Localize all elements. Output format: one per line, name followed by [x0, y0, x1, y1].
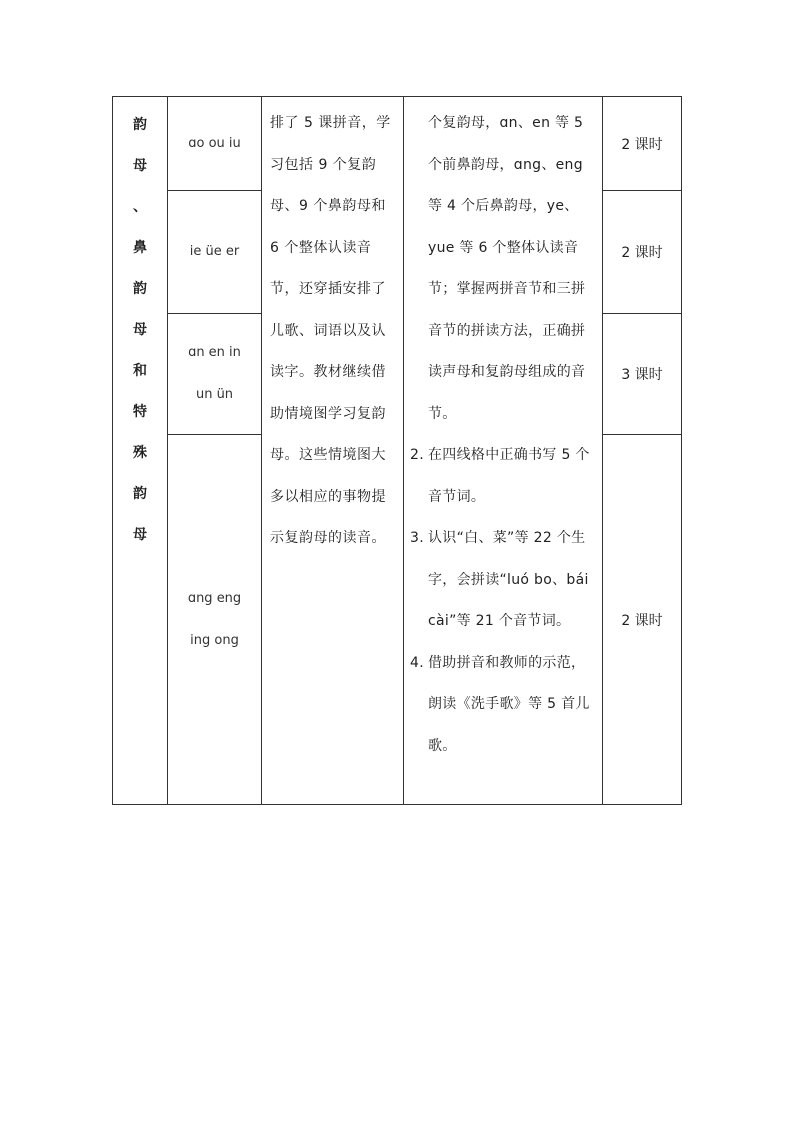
unit-title-char: 特: [133, 404, 147, 420]
goal-number: 2.: [410, 447, 424, 463]
goal-text: 个复韵母，ɑn、en 等 5 个前鼻韵母，ɑng、eng 等 4 个后鼻韵母，ye、yue 等 6 个整体认读音节；掌握两拼音节和三拼音节的拼读方法，正确拼读声母和复韵母组成的音节。: [428, 115, 586, 422]
goal-text: 认识“白、菜”等 22 个生字，会拼读“luó bo、bái cài”等 21 个音节词。: [428, 530, 589, 629]
goal-item: [410, 435, 596, 518]
unit-title-char: 韵: [133, 281, 147, 297]
goal-number: 3.: [410, 530, 424, 546]
class-hours-cell: [603, 97, 682, 191]
vowel-group-line: ɑng eng: [187, 590, 242, 606]
unit-title-char: 韵: [133, 486, 147, 502]
vowel-group-line: ie üe er: [189, 244, 240, 259]
lesson-plan-table: [112, 96, 682, 805]
unit-title-char: 母: [133, 322, 147, 338]
goal-number: 4.: [410, 654, 424, 671]
unit-title-char: 母: [133, 527, 147, 543]
learning-goals-cell: [404, 97, 603, 805]
class-hours: 2 课时: [621, 612, 663, 629]
goal-item: [410, 103, 596, 435]
vowel-group-line: ing ong: [190, 632, 239, 648]
unit-title-char: 、: [133, 199, 147, 215]
vowel-group-cell: [168, 314, 262, 435]
class-hours: 3 课时: [621, 367, 663, 383]
goal-item: [410, 518, 596, 643]
goal-item: [410, 643, 596, 768]
unit-title-char: 和: [133, 363, 147, 379]
vowel-group-cell: [168, 97, 262, 191]
vowel-group-cell: [168, 191, 262, 314]
unit-title-char: 韵: [133, 117, 147, 133]
unit-title-char: 殊: [133, 445, 147, 461]
vowel-group-line: ɑo ou iu: [188, 135, 241, 151]
class-hours: 2 课时: [621, 245, 663, 261]
class-hours: 2 课时: [621, 136, 663, 153]
unit-title-char: 鼻: [133, 240, 147, 256]
table-row: [113, 97, 682, 191]
goal-text: 借助拼音和教师的示范，朗读《洗手歌》等 5 首儿歌。: [428, 654, 590, 754]
vowel-group-line: un ün: [195, 387, 234, 402]
class-hours-cell: [603, 191, 682, 314]
unit-description: 排了 5 课拼音，学习包括 9 个复韵母、9 个鼻韵母和 6 个整体认读音节，还穿插安排了儿歌、词语以及认读字。教材继续借助情境图学习复韵母。这些情境图大多以相应的事物提示复韵母的读音。: [270, 115, 391, 546]
unit-title-cell: [113, 97, 168, 805]
vowel-group-line: ɑn en in: [188, 345, 241, 360]
vowel-group-cell: [168, 435, 262, 805]
unit-title-char: 母: [133, 158, 147, 174]
class-hours-cell: [603, 435, 682, 805]
goal-text: 在四线格中正确书写 5 个音节词。: [428, 447, 590, 505]
class-hours-cell: [603, 314, 682, 435]
unit-description-cell: [262, 97, 404, 805]
